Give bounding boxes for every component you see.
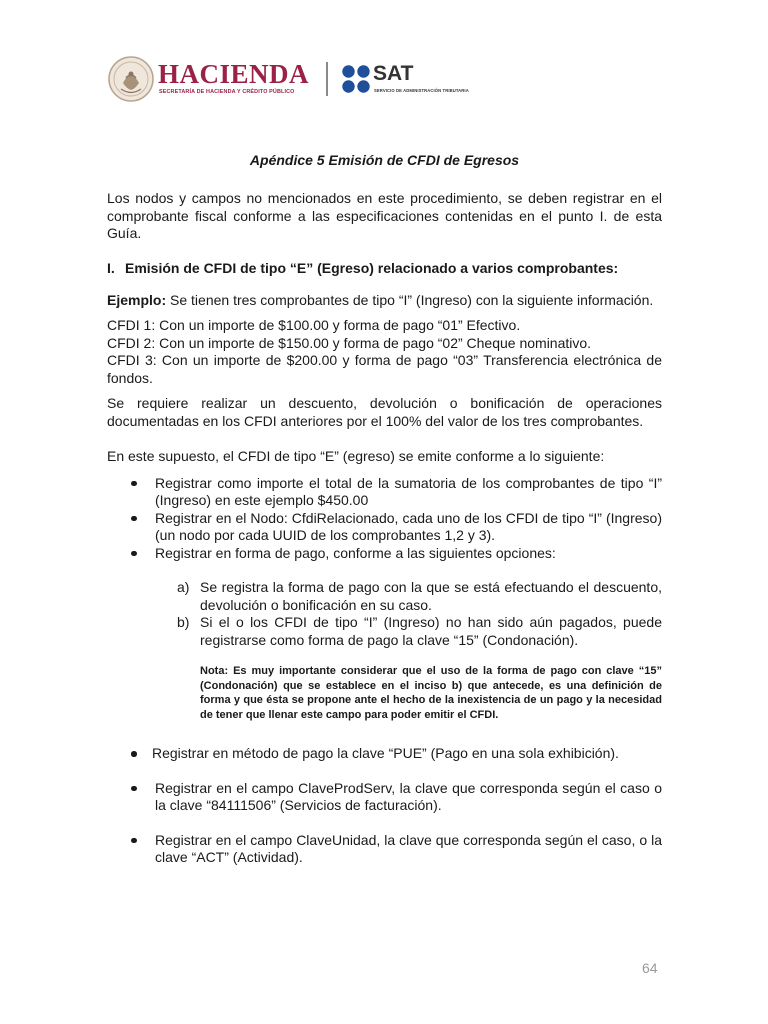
document-title: Apéndice 5 Emisión de CFDI de Egresos (249, 152, 520, 168)
note-paragraph: Nota: Es muy importante considerar que el uso de la forma de pago con clave “15” (Condonación) que se establece en el inciso b) que antecede, es una definición de forma y que ésta se propone ante el hecho de la inexistencia de un pago y la necesidad de tener que llenar este campo para poder emitir el CFDI. (200, 665, 662, 721)
list-item-text: Registrar como importe el total de la sumatoria de los comprobantes de tipo “I” (Ingreso) en este ejemplo $450.00 (155, 474, 662, 508)
sat-subtitle: SERVICIO DE ADMINISTRACIÓN TRIBUTARIA (374, 88, 469, 93)
page-number: 64 (642, 960, 658, 976)
example-label: Ejemplo: (107, 291, 167, 308)
list-item-text: Registrar en el Nodo: CfdiRelacionado, cada uno de los CFDI de tipo “I” (Ingreso) (un nodo por cada UUID de los comprobantes 1,2 y 3). (155, 509, 662, 543)
hacienda-title: HACIENDA (158, 59, 310, 89)
list-item-text: Registrar en método de pago la clave “PUE” (Pago en una sola exhibición). (152, 745, 619, 762)
list-item (107, 545, 662, 563)
sub-option-marker: a) (177, 579, 190, 595)
list-item-text: Registrar en el campo ClaveProdServ, la clave que corresponda según el caso o la clave “84111506” (Servicios de facturación). (155, 779, 662, 814)
list-item (107, 780, 662, 815)
sub-option-item (107, 614, 662, 649)
bullet-icon (131, 786, 137, 792)
sub-option-text: Si el o los CFDI de tipo “I” (Ingreso) no han sido aún pagados, puede registrarse como forma de pago la clave “15” (Condonación). (200, 614, 662, 648)
sat-logo-icon (341, 64, 371, 94)
sub-option-text: Se registra la forma de pago con la que se está efectuando el descuento, devolución o bonificación en su caso. (200, 579, 662, 613)
bullet-list-unidad (107, 832, 662, 867)
sub-option-item (107, 579, 662, 614)
national-seal-icon (108, 56, 154, 102)
list-item-text: Registrar en forma de pago, conforme a las siguientes opciones: (155, 544, 556, 561)
section-number: I. (107, 259, 115, 276)
assumption-paragraph: En este supuesto, el CFDI de tipo “E” (egreso) se emite conforme a lo siguiente: (107, 448, 605, 464)
section-heading-text: Emisión de CFDI de tipo “E” (Egreso) relacionado a varios comprobantes: (125, 259, 619, 276)
logo-divider (326, 62, 328, 96)
cfdi-line: CFDI 3: Con un importe de $200.00 y forma de pago “03” Transferencia electrónica de fondos. (107, 352, 662, 386)
list-item (107, 832, 662, 867)
cfdi-line: CFDI 1: Con un importe de $100.00 y forma de pago “01” Efectivo. (107, 317, 521, 333)
list-item (107, 475, 662, 510)
bullet-icon (131, 516, 137, 522)
hacienda-subtitle: SECRETARÍA DE HACIENDA Y CRÉDITO PÚBLICO (159, 89, 295, 95)
bullet-icon (131, 551, 137, 557)
bullet-icon (131, 751, 137, 757)
document-body (107, 152, 662, 867)
sub-option-list (107, 579, 662, 649)
bullet-list-pue (107, 745, 662, 763)
bullet-list-prodserv (107, 780, 662, 815)
cfdi-line: CFDI 2: Con un importe de $150.00 y forma de pago “02” Cheque nominativo. (107, 334, 592, 351)
example-text: Se tienen tres comprobantes de tipo “I” (Ingreso) con la siguiente información. (166, 291, 654, 308)
header-logos (108, 56, 508, 106)
list-item-text: Registrar en el campo ClaveUnidad, la clave que corresponda según el caso, o la clave “ACT” (Actividad). (155, 831, 662, 866)
sub-option-marker: b) (177, 614, 190, 630)
bullet-icon (131, 838, 137, 844)
example-paragraph (107, 292, 662, 310)
cfdi-list (107, 317, 662, 387)
requirement-paragraph: Se requiere realizar un descuento, devolución o bonificación de operaciones documentadas en los CFDI anteriores por el 100% del valor de los tres comprobantes. (107, 395, 662, 429)
list-item (107, 745, 662, 763)
bullet-icon (131, 481, 137, 487)
section-heading (107, 260, 662, 276)
intro-paragraph: Los nodos y campos no mencionados en este procedimiento, se deben registrar en el comprobante fiscal conforme a las especificaciones contenidas en el punto I. de esta Guía. (107, 190, 662, 241)
sat-title: SAT (373, 62, 414, 85)
bullet-list (107, 475, 662, 563)
list-item (107, 510, 662, 545)
